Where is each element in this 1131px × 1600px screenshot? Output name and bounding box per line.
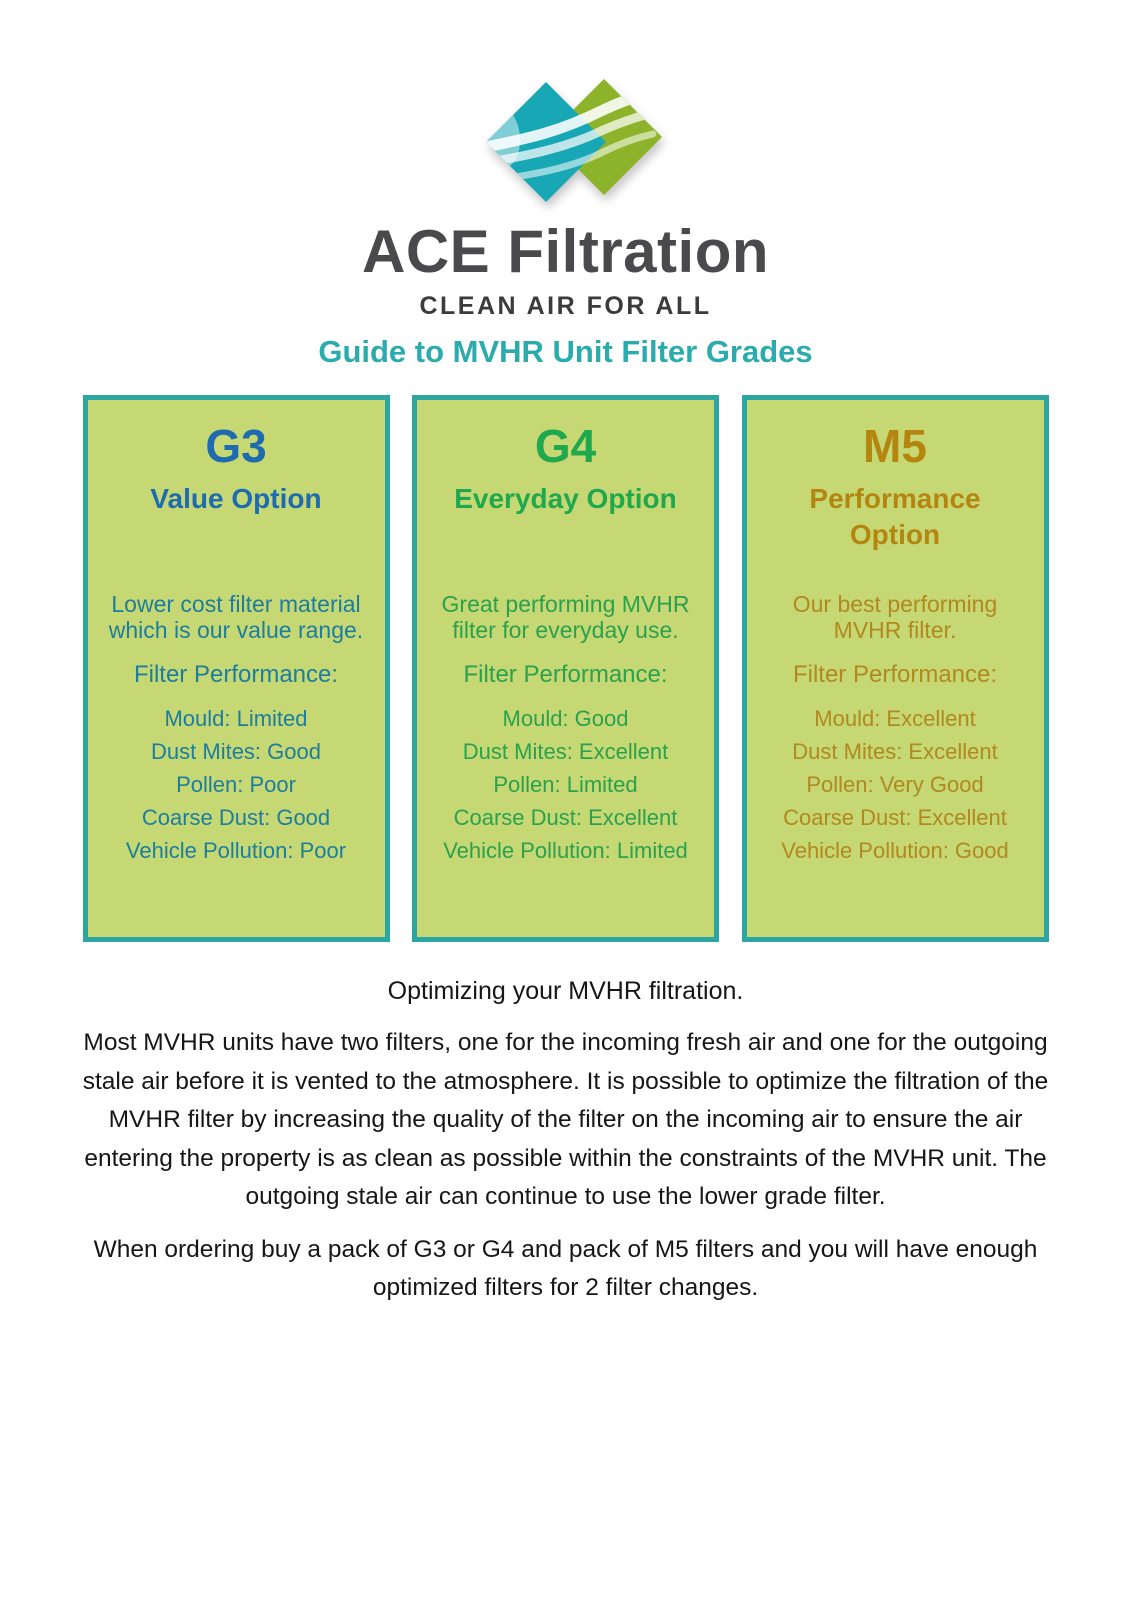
performance-heading: Filter Performance: [133, 661, 339, 689]
grade-label: M5 [863, 420, 927, 473]
option-label: Performance Option [809, 482, 981, 551]
card-m5 [742, 395, 1049, 942]
card-description: Our best performing MVHR filter. [792, 591, 998, 644]
performance-list [747, 702, 1044, 867]
performance-item: Vehicle Pollution: Limited [443, 837, 688, 863]
performance-item: Vehicle Pollution: Good [781, 837, 1009, 863]
option-label: Everyday Option [454, 482, 677, 514]
performance-item: Pollen: Limited [493, 771, 638, 797]
logo-diamonds-icon [451, 76, 681, 206]
logo [0, 76, 1131, 206]
performance-item: Dust Mites: Good [151, 738, 321, 764]
optimizing-section [0, 972, 1131, 1308]
performance-item: Coarse Dust: Excellent [783, 804, 1007, 830]
performance-item: Vehicle Pollution: Poor [125, 837, 347, 863]
performance-item: Dust Mites: Excellent [792, 738, 998, 764]
brand-tagline: CLEAN AIR FOR ALL [419, 292, 712, 320]
performance-item: Coarse Dust: Excellent [453, 804, 678, 830]
performance-item: Mould: Limited [164, 705, 308, 731]
card-g4 [412, 395, 719, 942]
performance-list [88, 702, 385, 867]
card-g3 [83, 395, 390, 942]
header [0, 0, 1131, 369]
performance-item: Pollen: Very Good [806, 771, 984, 797]
performance-heading: Filter Performance: [792, 661, 998, 689]
card-description: Lower cost filter material which is our value range. [108, 591, 364, 644]
optimizing-heading: Optimizing your MVHR filtration. [387, 977, 744, 1006]
filter-grade-cards [83, 395, 1049, 942]
performance-heading: Filter Performance: [463, 661, 668, 689]
card-description: Great performing MVHR filter for everyday use. [441, 591, 690, 644]
option-label: Value Option [150, 482, 322, 514]
performance-item: Dust Mites: Excellent [462, 738, 669, 764]
card-g4-head [417, 400, 714, 591]
card-m5-head [747, 400, 1044, 591]
grade-label: G3 [205, 420, 267, 473]
performance-item: Pollen: Poor [176, 771, 296, 797]
page-title: Guide to MVHR Unit Filter Grades [318, 334, 813, 369]
ordering-paragraph: When ordering buy a pack of G3 or G4 and pack of M5 filters and you will have enough optimized filters for 2 filter changes. [93, 1235, 1038, 1302]
card-g3-head [88, 400, 385, 591]
grade-label: G4 [534, 420, 597, 473]
performance-item: Mould: Good [502, 705, 629, 731]
optimizing-paragraph: Most MVHR units have two filters, one for the incoming fresh air and one for the outgoing stale air before it is vented to the atmosphere. It is possible to optimize the filtration of the MVHR filter by increasing the quality of the filter on the incoming air to ensure the air entering the property is as clean as possible within the constraints of the MVHR unit. The outgoing stale air can continue to use the lower grade filter. [82, 1029, 1049, 1211]
performance-item: Coarse Dust: Good [141, 804, 331, 830]
performance-list [417, 702, 714, 867]
brand-name: ACE Filtration [362, 218, 769, 285]
performance-item: Mould: Excellent [814, 705, 976, 731]
